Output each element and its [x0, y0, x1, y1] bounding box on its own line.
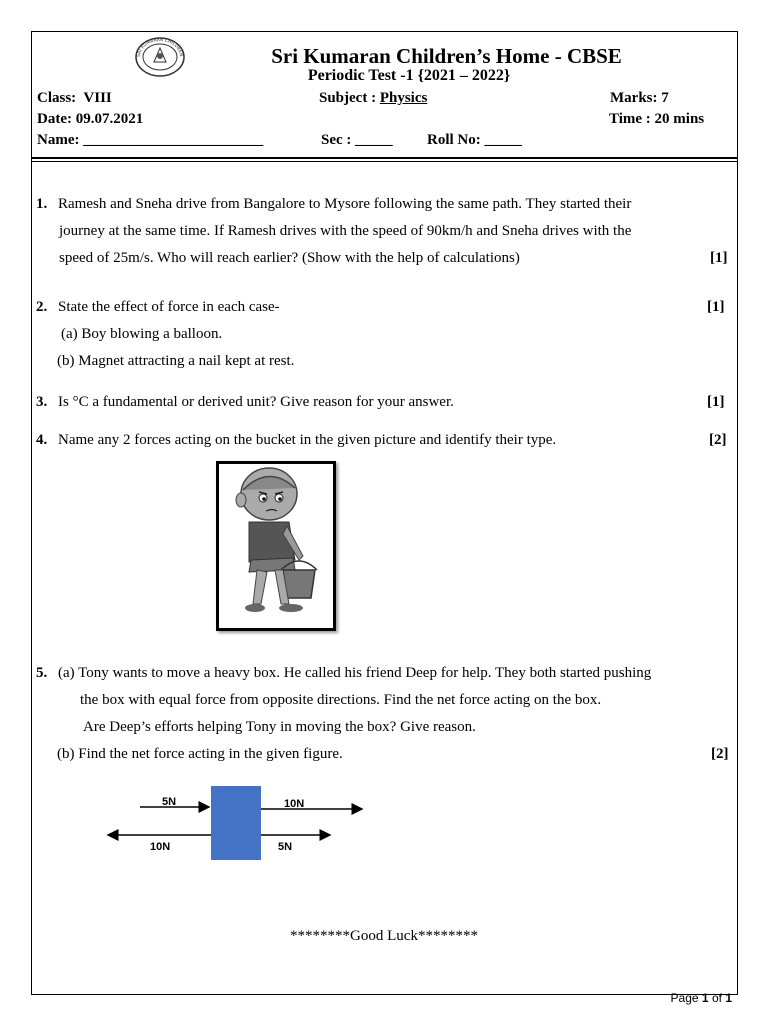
header-rule [31, 157, 738, 159]
logo-text: SRI KUMARAN CHILDREN [136, 37, 184, 58]
q3-line [36, 394, 454, 411]
q5-part-a-2: the box with equal force from opposite directions. Find the net force acting on the box. [80, 692, 602, 708]
q1-line1 [36, 196, 631, 213]
footer-current: 1 [701, 991, 709, 1005]
q2-marks: [1] [707, 299, 725, 315]
subject-value: Physics [379, 90, 428, 106]
q1-text-3: speed of 25m/s. Who will reach earlier? (Show with the help of calculations) [59, 250, 520, 266]
sec-field: Sec : _____ [321, 132, 393, 148]
q2-number: 2. [36, 299, 48, 315]
q1-marks: [1] [710, 250, 728, 266]
force-diagram [100, 783, 370, 863]
q4-marks: [2] [709, 432, 727, 448]
footer-total: 1 [725, 991, 732, 1005]
subject-line [319, 90, 427, 107]
q1-text-1: Ramesh and Sneha drive from Bangalore to Mysore following the same path. They started their [58, 196, 632, 212]
roll-field: Roll No: _____ [427, 132, 522, 148]
q5-part-b: (b) Find the net force acting in the given figure. [57, 746, 343, 762]
class-label: Class: [37, 90, 77, 106]
page-footer [671, 991, 732, 1005]
subject-label: Subject : [319, 90, 377, 106]
good-luck: ********Good Luck******** [290, 928, 478, 944]
q5-part-a-1: (a) Tony wants to move a heavy box. He called his friend Deep for help. They both started pushing [58, 665, 652, 681]
q1-text-2: journey at the same time. If Ramesh drives with the speed of 90km/h and Sneha drives with the [59, 223, 632, 239]
q1-number: 1. [36, 196, 48, 212]
q2-line1 [36, 299, 280, 316]
q4-line [36, 432, 556, 449]
q5-marks: [2] [711, 746, 729, 762]
q5-part-a-3: Are Deep’s efforts helping Tony in moving the box? Give reason. [83, 719, 476, 735]
footer-of: of [711, 991, 722, 1005]
test-title: Periodic Test -1 {2021 – 2022} [307, 67, 511, 84]
q3-marks: [1] [707, 394, 725, 410]
q5-number: 5. [36, 665, 48, 681]
label-top-left: 5N [162, 796, 177, 808]
q3-number: 3. [36, 394, 48, 410]
q2-text: State the effect of force in each case- [58, 299, 280, 315]
header-rule-thin [31, 161, 738, 162]
marks: Marks: 7 [610, 90, 669, 106]
q4-number: 4. [36, 432, 48, 448]
q5-line1 [36, 665, 651, 682]
footer-page: Page [670, 991, 699, 1005]
class-value: VIII [83, 90, 112, 106]
label-top-right: 10N [284, 798, 305, 810]
class-line [37, 90, 112, 107]
name-field: Name: ________________________ [37, 132, 264, 148]
boy-with-bucket-image [216, 461, 336, 631]
boy-illustration [219, 464, 333, 628]
q2-part-a: (a) Boy blowing a balloon. [61, 326, 223, 342]
date: Date: 09.07.2021 [37, 111, 144, 127]
school-name: Sri Kumaran Children’s Home - CBSE [271, 44, 622, 68]
q4-text: Name any 2 forces acting on the bucket in the given picture and identify their type. [58, 432, 557, 448]
q3-text: Is °C a fundamental or derived unit? Give reason for your answer. [58, 394, 454, 410]
q2-part-b: (b) Magnet attracting a nail kept at rest. [57, 353, 295, 369]
label-bottom-left: 10N [150, 841, 171, 853]
label-bottom-right: 5N [278, 841, 293, 853]
time: Time : 20 mins [609, 111, 705, 127]
box [211, 786, 261, 860]
